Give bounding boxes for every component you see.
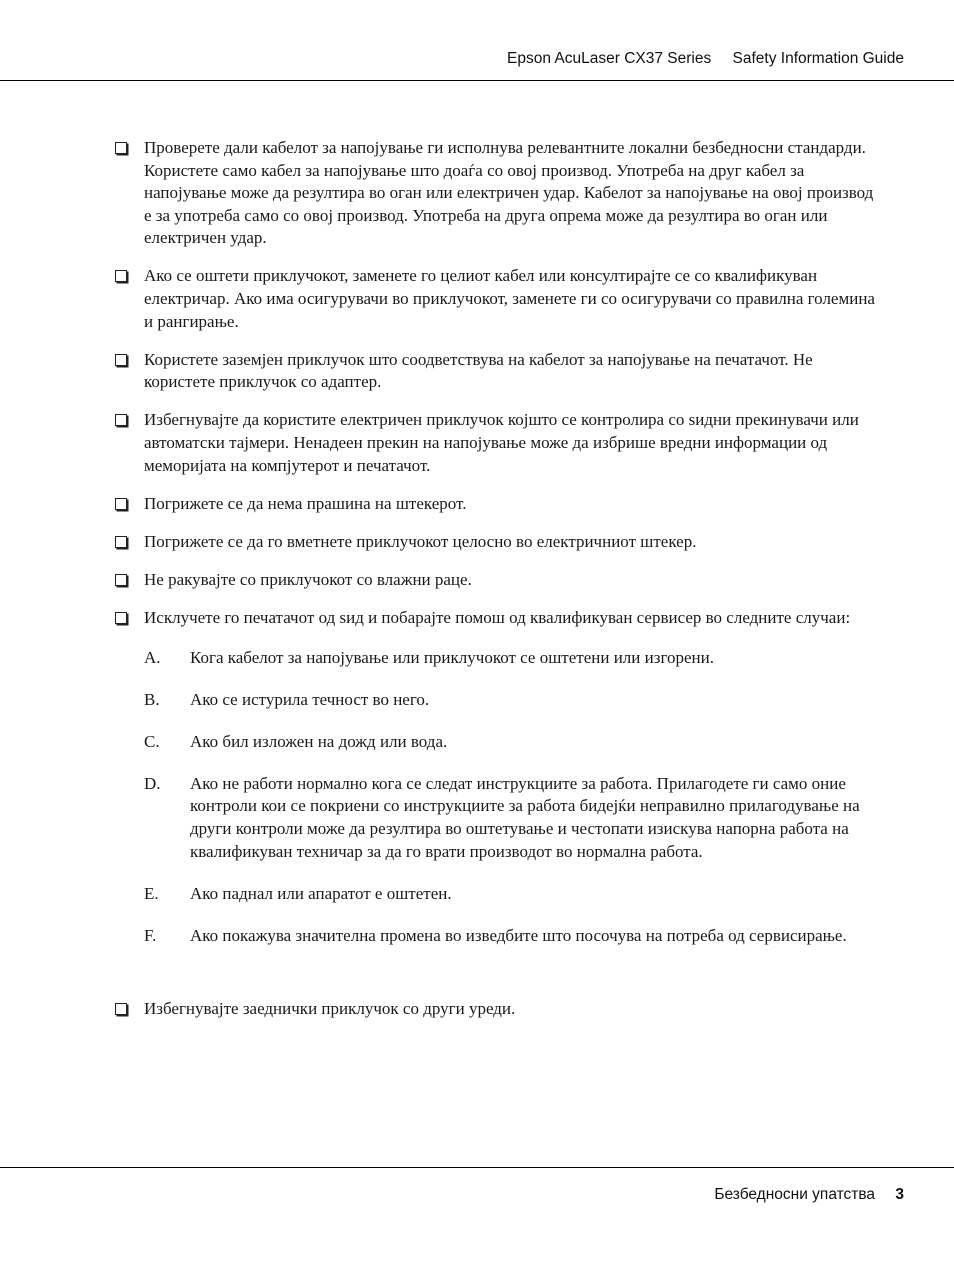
sublist-text: Ако покажува значителна промена во изведбите што посочува на потреба од сервисирање.: [190, 925, 847, 945]
sublist-text: Ако не работи нормално кога се следат инструкциите за работа. Прилагодете ги само оние контроли кои се покриени со инструкциите за работа бидејќи неправилно прилагодување на други контроли може да резултира во оштетување и честопати изискува напорна работа на квалификуван техничар за да го врати производот во нормална работа.: [190, 773, 860, 861]
list-item-text: Избегнувајте да користите електричен приклучок којшто се контролира со ѕидни прекинувачи или автоматски тајмери. Ненадеен прекин на напојување може да избрише вредни информации од меморијата на компјутерот и печатачот.: [144, 410, 859, 475]
list-item: [115, 998, 885, 1021]
page-footer: [714, 1186, 904, 1204]
sublist-text: Кога кабелот за напојување или приклучокот се оштетени или изгорени.: [190, 647, 714, 667]
list-item-text: Проверете дали кабелот за напојување ги исполнува релевантните локални безбедносни стандарди. Користете само кабел за напојување што доаѓа со овој производ. Употреба на друг кабел за напојување може да резултира во оган или електричен удар. Кабелот за напојување на овој производ е за употреба само со овој производ. Употреба на друга опрема може да резултира во оган или електричен удар.: [144, 138, 874, 248]
checkbox-bullet-icon: [115, 142, 127, 154]
list-item-text: Исклучете го печатачот од ѕид и побарајте помош од квалификуван сервисер во следните случаи:: [144, 608, 851, 627]
document-body: [115, 137, 885, 1037]
sublist-item: [144, 773, 885, 863]
list-item: [115, 493, 885, 516]
sublist-letter: F.: [144, 925, 157, 945]
list-item: [115, 137, 885, 250]
list-item: [115, 607, 885, 983]
checkbox-bullet-icon: [115, 270, 127, 282]
sublist-item: [144, 925, 885, 948]
list-item-text: Не ракувајте со приклучокот со влажни раце.: [144, 569, 472, 589]
page-number: 3: [895, 1186, 904, 1203]
spacer: [144, 967, 885, 983]
list-item: [115, 265, 885, 333]
list-item-text: Ако се оштети приклучокот, заменете го целиот кабел или консултирајте се со квалификуван електричар. Ако има осигурувачи во приклучокот, заменете ги со осигурувачи со правилна големина и рангирање.: [144, 266, 875, 331]
checkbox-bullet-icon: [115, 612, 127, 624]
sublist-item: [144, 883, 885, 906]
sublist-letter: E.: [144, 883, 159, 903]
sublist-item: [144, 689, 885, 712]
list-item-text: Погрижете се да го вметнете приклучокот целосно во електричниот штекер.: [144, 531, 697, 551]
sublist-item: [144, 647, 885, 670]
header-divider: [0, 80, 954, 81]
checkbox-bullet-icon: [115, 536, 127, 548]
section-title: Безбедносни упатства: [714, 1186, 876, 1203]
list-item: [115, 409, 885, 477]
checkbox-bullet-icon: [115, 574, 127, 586]
guide-title: Safety Information Guide: [732, 50, 904, 67]
checkbox-bullet-icon: [115, 414, 127, 426]
sublist-letter: C.: [144, 731, 160, 751]
sublist-text: Ако се истурила течност во него.: [190, 689, 430, 709]
lettered-sublist: [144, 647, 885, 948]
list-item-text: Користете заземјен приклучок што соодветствува на кабелот за напојување на печатачот. Не користете приклучок со адаптер.: [144, 349, 813, 392]
list-item-text: Избегнувајте заеднички приклучок со други уреди.: [144, 999, 516, 1019]
footer-divider: [0, 1167, 954, 1168]
sublist-text: Ако паднал или апаратот е оштетен.: [190, 883, 452, 903]
checkbox-bullet-icon: [115, 354, 127, 366]
sublist-letter: A.: [144, 647, 161, 667]
list-item: [115, 531, 885, 554]
sublist-letter: B.: [144, 689, 160, 709]
sublist-text: Ако бил изложен на дожд или вода.: [190, 731, 448, 751]
list-item: [115, 569, 885, 592]
list-item-text: Погрижете се да нема прашина на штекерот.: [144, 493, 467, 513]
sublist-item: [144, 731, 885, 754]
list-item: [115, 349, 885, 394]
checkbox-bullet-icon: [115, 1003, 127, 1015]
sublist-letter: D.: [144, 773, 161, 793]
page-header: [507, 50, 904, 68]
checkbox-bullet-icon: [115, 498, 127, 510]
product-name: Epson AcuLaser CX37 Series: [507, 50, 712, 67]
